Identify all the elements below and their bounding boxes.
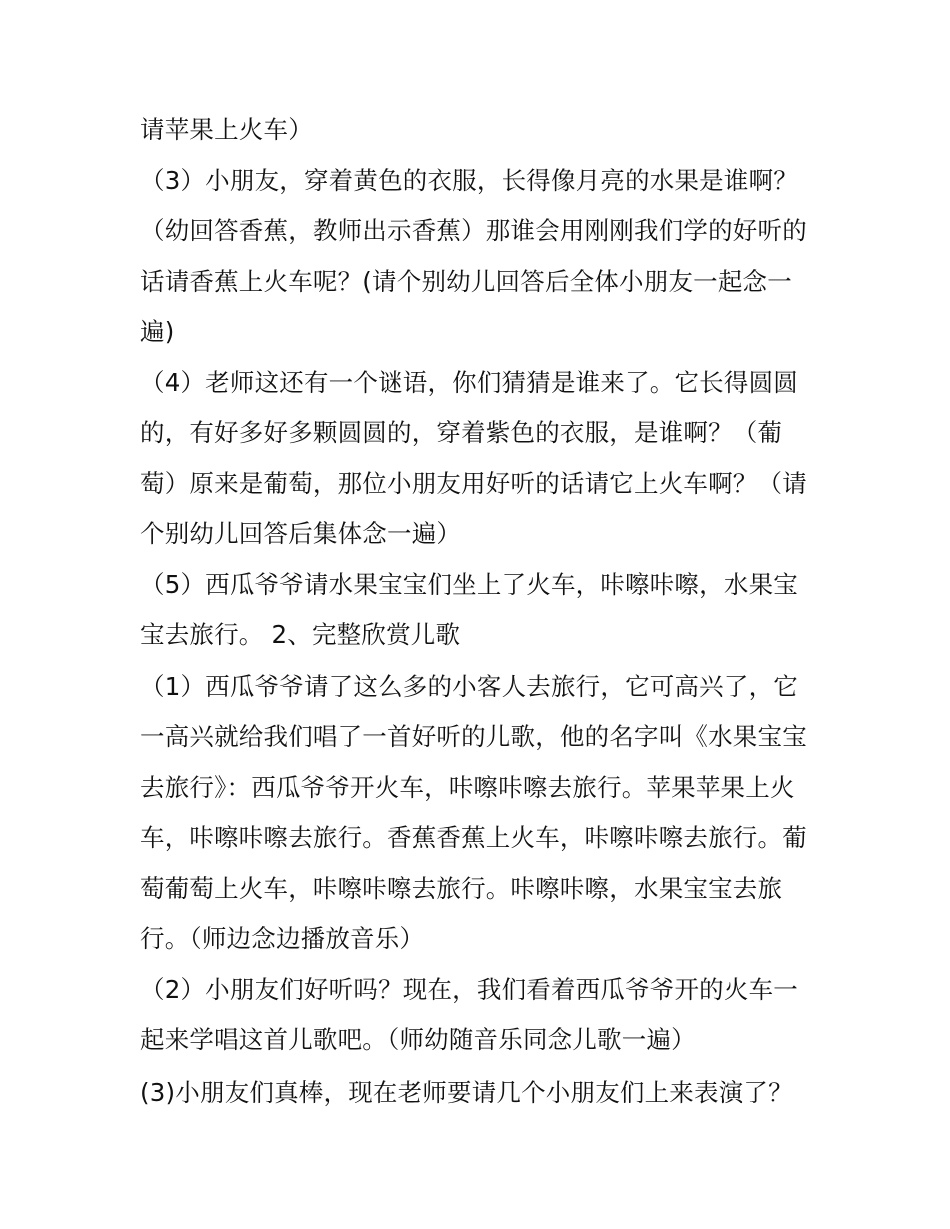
text-line: （幼回答香蕉，教师出示香蕉）那谁会用刚刚我们学的好听的 bbox=[140, 216, 807, 245]
text-line: 请苹果上火车） bbox=[140, 115, 313, 144]
text-line: （3）小朋友，穿着黄色的衣服，长得像月亮的水果是谁啊？ bbox=[140, 166, 798, 195]
text-line: 行。（师边念边播放音乐） bbox=[140, 924, 425, 953]
text-line: 去旅行》：西瓜爷爷开火车，咔嚓咔嚓去旅行。苹果苹果上火 bbox=[140, 773, 795, 802]
text-line: 宝去旅行。 2、完整欣赏儿歌 bbox=[140, 620, 461, 649]
text-line: 话请香蕉上火车呢？(请个别幼儿回答后全体小朋友一起念一 bbox=[140, 267, 792, 296]
text-line: 萄）原来是葡萄，那位小朋友用好听的话请它上火车啊？（请 bbox=[140, 469, 807, 498]
text-line: （1）西瓜爷爷请了这么多的小客人去旅行，它可高兴了，它 bbox=[140, 672, 798, 701]
text-line: (3)小朋友们真棒，现在老师要请几个小朋友们上来表演了？ bbox=[140, 1078, 793, 1107]
text-line: 个别幼儿回答后集体念一遍） bbox=[140, 519, 462, 548]
text-line: 的，有好多好多颗圆圆的，穿着紫色的衣服，是谁啊？（葡 bbox=[140, 418, 783, 447]
text-line: （5）西瓜爷爷请水果宝宝们坐上了火车，咔嚓咔嚓，水果宝 bbox=[140, 570, 798, 599]
text-line: （4）老师这还有一个谜语，你们猜猜是谁来了。它长得圆圆 bbox=[140, 368, 798, 397]
text-line: 车，咔嚓咔嚓去旅行。香蕉香蕉上火车，咔嚓咔嚓去旅行。葡 bbox=[140, 823, 807, 852]
text-line: 萄葡萄上火车，咔嚓咔嚓去旅行。咔嚓咔嚓，水果宝宝去旅 bbox=[140, 874, 783, 903]
text-line: 一高兴就给我们唱了一首好听的儿歌，他的名字叫《水果宝宝 bbox=[140, 722, 807, 751]
text-line: （2）小朋友们好听吗？现在，我们看着西瓜爷爷开的火车一 bbox=[140, 975, 798, 1004]
text-line: 起来学唱这首儿歌吧。（师幼随音乐同念儿歌一遍） bbox=[140, 1025, 696, 1054]
text-line: 遍) bbox=[140, 317, 175, 346]
